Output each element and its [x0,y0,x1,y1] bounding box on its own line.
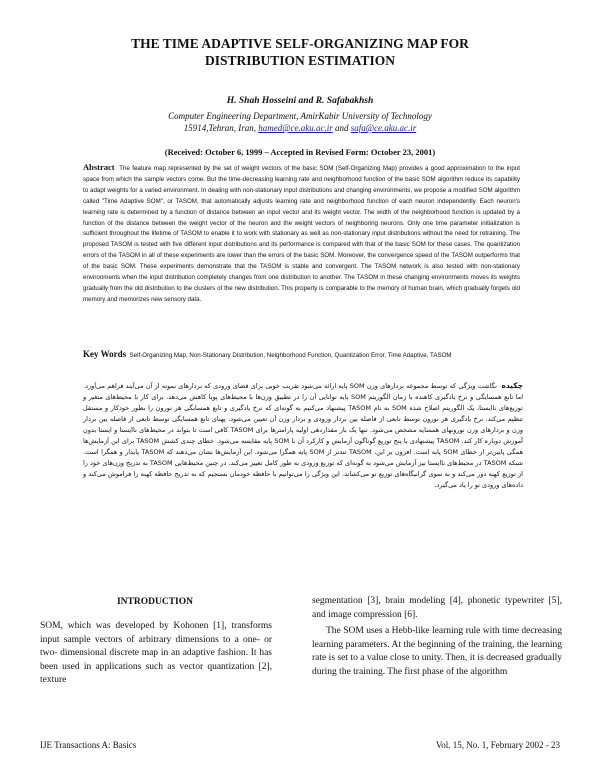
persian-abstract-label: چکیده [501,381,523,390]
title-line-1: THE TIME ADAPTIVE SELF-ORGANIZING MAP FOR [131,36,469,51]
email-link-1[interactable]: hamed@ce.aku.ac.ir [258,123,333,133]
persian-abstract-text: نگاشت ویژگی که توسط مجموعه بردارهای وزن SOM پایه ارائه می‌شود تقریب خوبی برای فضای ورودی که بردارهای نمونه از آن می‌آیند فراهم می‌آورد. اما تابع همسایگی و نرخ یادگیری کاهنده با زمان الگوریتم SOM پایه توانایی آن را در تطبیق وزن‌ها با محیط‌های پویا کاهش می‌دهد. برای کار با محیط‌های متغیر و توزیع‌های ناایستا، یک الگوریتم اصلاح شده SOM به نام TASOM پیشنهاد می‌کنیم به گونه‌ای که نرخ یادگیری و تابع همسایگی هر نورون را بطور خودکار و مستقل تنظیم می‌کند. نرخ یادگیری هر نورون توسط تابعی از فاصله بین بردار ورودی و بردار وزن آن تعیین می‌شود. پهنای تابع همسایگی توسط تابعی از فاصله بین بردار وزن و بردارهای وزن نورونهای همسایه مشخص می‌شود. تنها یک بار مقداردهی اولیه پارامترها برای TASOM کافی است تا بتواند در محیط‌های ناایستا و ایستا بدون آموزش دوباره کار کند. TASOM پیشنهادی با پنج توزیع گوناگون آزمایش و کارکرد آن با SOM پایه مقایسه می‌شود. خطای چندی کشش TASOM برای این آزمایش‌ها همگی پایین‌تر از خطای SOM پایه است. افزون بر این، TASOM تندتر از SOM پایه همگرا می‌شود. این آزمایش‌ها نشان می‌دهند که TASOM پایدار و همگرا است. شبکه TASOM در محیط‌های ناایستا نیز آزمایش می‌شود به گونه‌ای که توزیع ورودی به طور کامل تغییر می‌کند. در چنین محیط‌هایی TASOM به تدریج وزن‌های خود را از توزیع کهنه دور می‌کند و به سوی گرانیگاه‌های توزیع نو می‌کشاند. این ویژگی را می‌توانیم با حافظه خودمان بسنجیم که به تدریج حافظه کهنه را فراموش می‌کند و داده‌های ورودی نو را یاد می‌گیرد. [83,382,524,489]
keywords-text: Self-Organizing Map, Non-Stationary Distribution, Neighborhood Function, Quantization Error, Time Adaptive, TASOM [129,352,452,359]
abstract-label: Abstract [83,162,115,172]
keywords-label: Key Words [83,349,127,359]
email-conjunction: and [334,123,349,133]
affiliation-line-1: Computer Engineering Department, AmirKabir University of Technology [168,111,432,121]
keywords [83,349,520,361]
email-link-2[interactable]: safa@ce.aku.ac.ir [350,123,417,133]
title-line-2: DISTRIBUTION ESTIMATION [205,53,395,68]
received-dates: (Received: October 6, 1999 – Accepted in Revised Form: October 23, 2001) [164,147,436,157]
affiliation-line-2 [80,122,520,134]
section-heading-introduction: INTRODUCTION [116,597,193,607]
left-column-text: SOM, which was developed by Kohonen [1], transforms input sample vectors of arbitrary dimensions to a one- or two- dimensional discrete map in an adaptive fashion. It has been used in applications such as vector quantization [2], texture [40,621,272,685]
affiliation [80,110,520,134]
paper-title [60,35,540,69]
abstract-text: The feature map represented by the set of weight vectors of the basic SOM (Self-Organizing Map) provides a good approximation to the input space from which the sample vectors come. But the time-decreasing learning rate and neighborhood function of the basic SOM algorithm reduce its capability to adapt weights for a varied environment. In dealing with non-stationary input distributions and changing environments, we propose a modified SOM algorithm called "Time Adaptive SOM", or TASOM, that automatically adjusts learning rate and neighborhood function of each neuron independently. Each neuron's learning rate is determined by a function of distance between an input vector and its weight vector. The width of the neighborhood function is updated by a function of the distance between the weight vector of the neuron and the weight vectors of neighboring neurons. Only one time parameter initialization is sufficient throughout the lifetime of TASOM to enable it to work with stationary as well as non-stationary input distributions without the need for retraining. The proposed TASOM is tested with five different input distributions and its performance is compared with that of the basic SOM for these cases. The quantization errors of the TASOM in all of these experiments are lower than the errors of the basic SOM. Moreover, the convergence speed of the TASOM outperforms that of the basic SOM. These experiments demonstrate that the TASOM is stable and convergent. The TASOM network is also tested with non-stationary environments when the input distribution completely changes from one distribution to another. The TASOM in these changing environments moves its weights gradually from the old distribution to the clusters of the new distribution. This property is comparable to the memory of human brain, which gradually forgets old memory and memorizes new sensory data. [83,165,520,303]
right-column-paragraph-1: segmentation [3], brain modeling [4], phonetic typewriter [5], and image compression [6]. [312,596,562,620]
persian-abstract [83,380,523,491]
abstract [83,162,520,306]
right-column-paragraph-2: The SOM uses a Hebb-like learning rule with time decreasing learning parameters. At the beginning of the training, the learning rate is set to a value close to unity. Then, it is decreased gradually during the training. The first phase of the algorithm [312,626,562,677]
footer-volume-page: Vol. 15, No. 1, February 2002 - 23 [435,740,560,750]
footer-journal: IJE Transactions A: Basics [40,740,137,750]
affiliation-address: 15914,Tehran, Iran, [183,123,256,133]
authors: H. Shah Hosseini and R. Safabakhsh [226,96,374,106]
right-column [312,595,562,679]
